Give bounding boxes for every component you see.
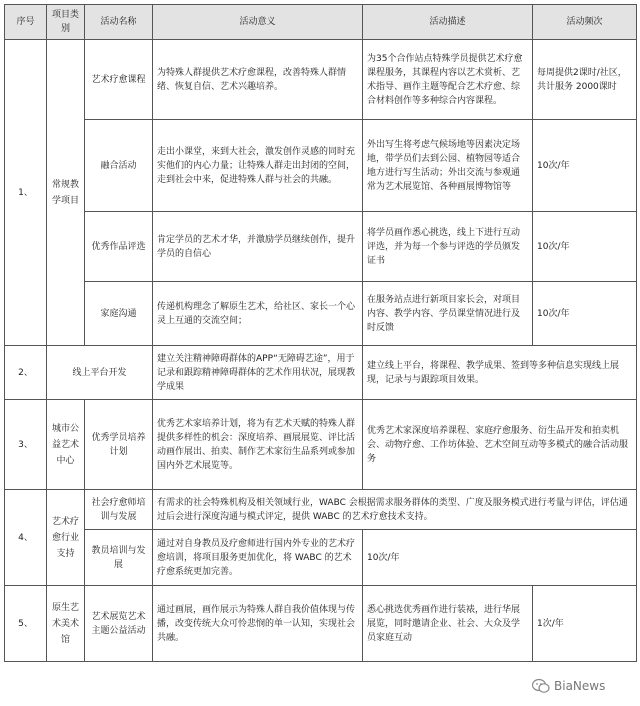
activity-desc: 将学员画作悉心挑选，线上下进行互动评选，并为每一个参与评选的学员颁发证书 [363, 212, 533, 282]
watermark-text: BiaNews [554, 679, 606, 693]
activity-name: 优秀作品评选 [85, 212, 153, 282]
header-name: 活动名称 [85, 5, 153, 40]
activity-name: 家庭沟通 [85, 282, 153, 346]
row-number: 5、 [5, 586, 47, 662]
activity-table-sheet [4, 4, 636, 698]
header-category: 项目类别 [47, 5, 85, 40]
table-row [5, 346, 637, 400]
activity-meaning: 建立关注精神障碍群体的APP“无障碍艺途”，用于记录和跟踪精神障碍群体的艺术作用状况，展现教学成果 [153, 346, 363, 400]
activity-name: 教员培训与发展 [85, 530, 153, 586]
table-row [5, 40, 637, 120]
activity-desc: 10次/年 [363, 530, 637, 586]
activity-merged-desc: 有需求的社会特殊机构及相关领域行业，WABC 会根据需求服务群体的类型、广度及服务模式进行考量与评估，评估通过后会进行深度沟通与模式评定，提供 WABC 的艺术疗愈技术支持。 [153, 490, 637, 530]
wechat-icon [532, 678, 550, 694]
activity-desc: 在服务站点进行新项目家长会，对项目内容、教学内容、学员课堂情况进行及时反馈 [363, 282, 533, 346]
header-row [5, 5, 637, 40]
activity-meaning: 为特殊人群提供艺术疗愈课程，改善特殊人群情绪、恢复自信、艺术兴趣培养。 [153, 40, 363, 120]
activity-freq: 10次/年 [533, 120, 637, 212]
header-desc: 活动描述 [363, 5, 533, 40]
row-category: 常规教学项目 [47, 40, 85, 346]
activity-freq: 1次/年 [533, 586, 637, 662]
activity-table [4, 4, 637, 662]
header-meaning: 活动意义 [153, 5, 363, 40]
activity-name: 社会疗愈师培训与发展 [85, 490, 153, 530]
activity-desc: 优秀艺术家深度培养课程、家庭疗愈服务、衍生品开发和拍卖机会、动物疗愈、工作坊体验、艺术空间互动等多模式的融合活动服务 [363, 400, 637, 490]
row-category: 城市公益艺术中心 [47, 400, 85, 490]
table-row [5, 120, 637, 212]
table-row [5, 212, 637, 282]
activity-meaning: 传递机构理念了解原生艺术，给社区、家长一个心灵上互通的交流空间； [153, 282, 363, 346]
table-row [5, 400, 637, 490]
row-category: 艺术疗愈行业支持 [47, 490, 85, 586]
activity-meaning: 通过对自身教员及疗愈师进行国内外专业的艺术疗愈培训，将项目服务更加优化，将 WABC 的艺术疗愈系统更加完善。 [153, 530, 363, 586]
activity-name: 融合活动 [85, 120, 153, 212]
row-category: 原生艺术美术馆 [47, 586, 85, 662]
row-number: 2、 [5, 346, 47, 400]
activity-desc: 建立线上平台，将课程、教学成果、签到等多种信息实现线上展现，记录与与跟踪项目效果。 [363, 346, 637, 400]
activity-freq: 10次/年 [533, 212, 637, 282]
table-row [5, 282, 637, 346]
table-row [5, 586, 637, 662]
table-row [5, 490, 637, 530]
activity-name: 线上平台开发 [47, 346, 153, 400]
header-freq: 活动频次 [533, 5, 637, 40]
watermark [532, 674, 632, 698]
row-number: 1、 [5, 40, 47, 346]
activity-name: 优秀学员培养计划 [85, 400, 153, 490]
activity-name: 艺术展览艺术主题公益活动 [85, 586, 153, 662]
activity-meaning: 肯定学员的艺术才华，并激励学员继续创作，提升学员的自信心 [153, 212, 363, 282]
activity-freq: 10次/年 [533, 282, 637, 346]
activity-meaning: 走出小课堂，来到大社会，激发创作灵感的同时充实他们的内心力量；让特殊人群走出封闭的空间，走到社会中来，促进特殊人群与社会的共融。 [153, 120, 363, 212]
row-number: 4、 [5, 490, 47, 586]
row-number: 3、 [5, 400, 47, 490]
activity-name: 艺术疗愈课程 [85, 40, 153, 120]
activity-desc: 外出写生将考虑气候场地等因素决定场地，带学员们去到公园、植物园等适合地方进行写生活动；外出交流与参观通常为艺术展览馆、各种画展博物馆等 [363, 120, 533, 212]
activity-freq: 每周提供2课时/社区，共计服务 2000课时 [533, 40, 637, 120]
activity-desc: 悉心挑选优秀画作进行装裱，进行华展展览，同时邀请企业、社会、大众及学员家庭互动 [363, 586, 533, 662]
header-no: 序号 [5, 5, 47, 40]
activity-meaning: 优秀艺术家培养计划，将为有艺术天赋的特殊人群提供多样性的机会：深度培养、画展展览、评比活动画作展出、拍卖、制作艺术家衍生品系列或参加国内外艺术展览等。 [153, 400, 363, 490]
activity-meaning: 通过画展，画作展示为特殊人群自我价值体现与传播，改变传统大众可怜悲悯的单一认知，实现社会共融。 [153, 586, 363, 662]
table-row [5, 530, 637, 586]
activity-desc: 为35个合作站点特殊学员提供艺术疗愈课程服务，其课程内容以艺术赏析、艺术指导、画作主题等配合艺术疗愈、综合材料创作等多种综合内容课程。 [363, 40, 533, 120]
